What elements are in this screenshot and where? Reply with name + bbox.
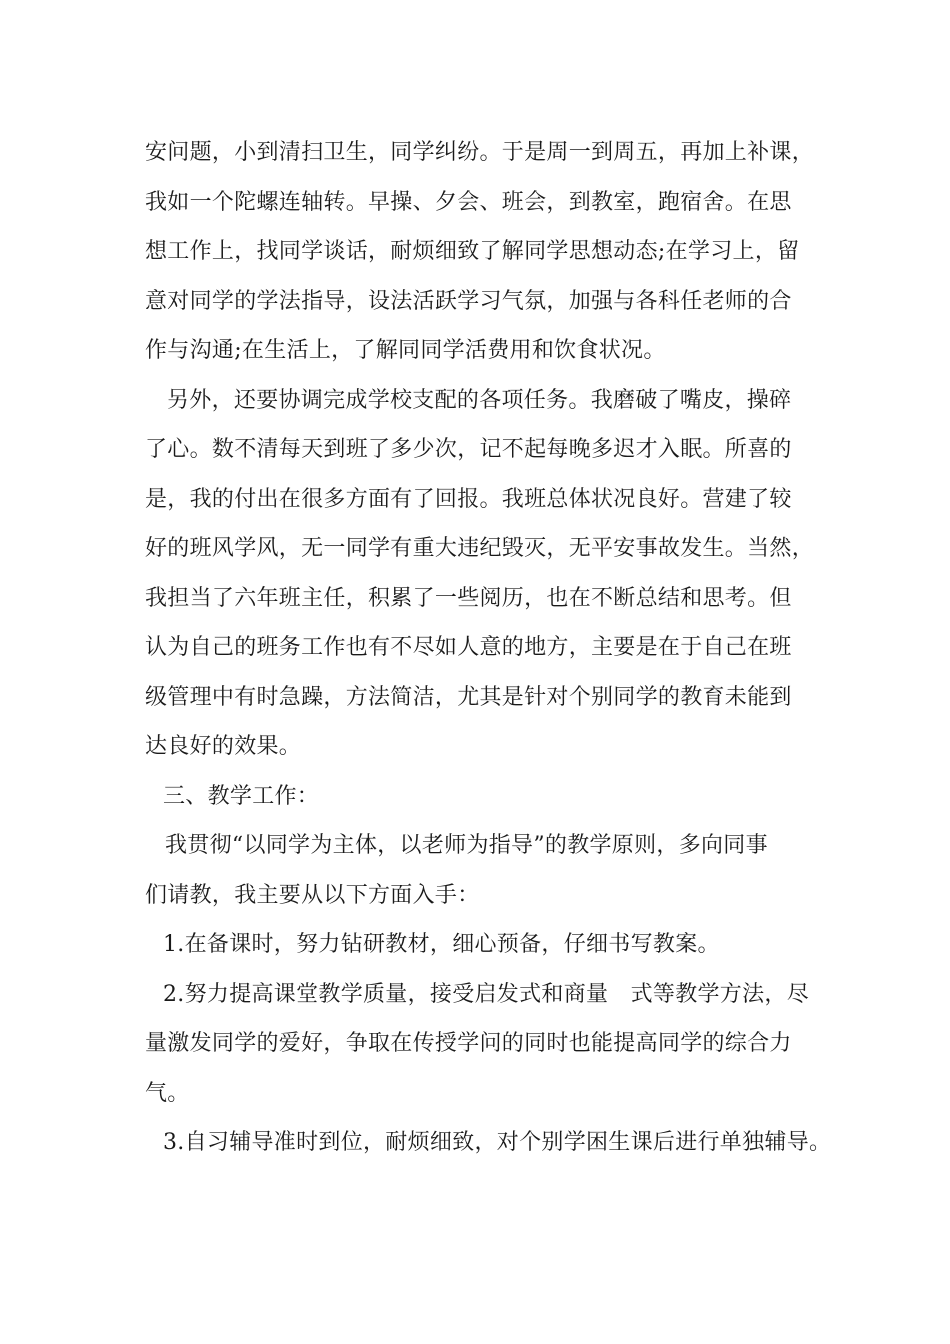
text-line: 认为自己的班务工作也有不尽如人意的地方，主要是在于自己在班 [145,635,792,660]
text-line: 另外，还要协调完成学校支配的各项任务。我磨破了嘴皮，操碎 [167,387,792,413]
text-line: 量激发同学的爱好，争取在传授学问的同时也能提高同学的综合力 [145,1031,792,1056]
text-line: 好的班风学风，无一同学有重大违纪毁灭，无平安事故发生。当然， [145,536,815,561]
list-item: 2.努力提高课堂教学质量，接受启发式和商量 式等教学方法，尽 [163,981,809,1007]
text-line: 是，我的付出在很多方面有了回报。我班总体状况良好。营建了较 [145,486,792,512]
text-line: 意对同学的学法指导，设法活跃学习气氛，加强与各科任老师的合 [145,288,792,314]
text-line: 级管理中有时急躁，方法简洁，尤其是针对个别同学的教育未能到 [145,684,792,710]
body-text [145,128,835,1168]
text-line: 我贯彻“以同学为主体，以老师为指导”的教学原则，多向同事 [165,833,768,858]
text-line: 安问题，小到清扫卫生，同学纠纷。于是周一到周五，再加上补课， [145,140,815,165]
text-line: 我担当了六年班主任，积累了一些阅历，也在不断总结和思考。但 [145,585,792,611]
list-item: 1.在备课时，努力钻研教材，细心预备，仔细书写教案。 [163,932,720,957]
text-line: 气。 [145,1080,190,1106]
text-line: 想工作上，找同学谈话，耐烦细致了解同学思想动态;在学习上，留 [145,239,800,264]
section-heading: 三、教学工作： [163,783,320,809]
text-line: 们请教，我主要从以下方面入手： [145,882,480,908]
text-line: 作与沟通;在生活上，了解同同学活费用和饮食状况。 [145,338,666,363]
list-item: 3.自习辅导准时到位，耐烦细致，对个别学困生课后进行单独辅导。 [163,1130,832,1155]
text-line: 达良好的效果。 [145,734,302,759]
text-line: 了心。数不清每天到班了多少次，记不起每晚多迟才入眠。所喜的 [145,437,792,462]
text-line: 我如一个陀螺连轴转。早操、夕会、班会，到教室，跑宿舍。在思 [145,189,792,215]
